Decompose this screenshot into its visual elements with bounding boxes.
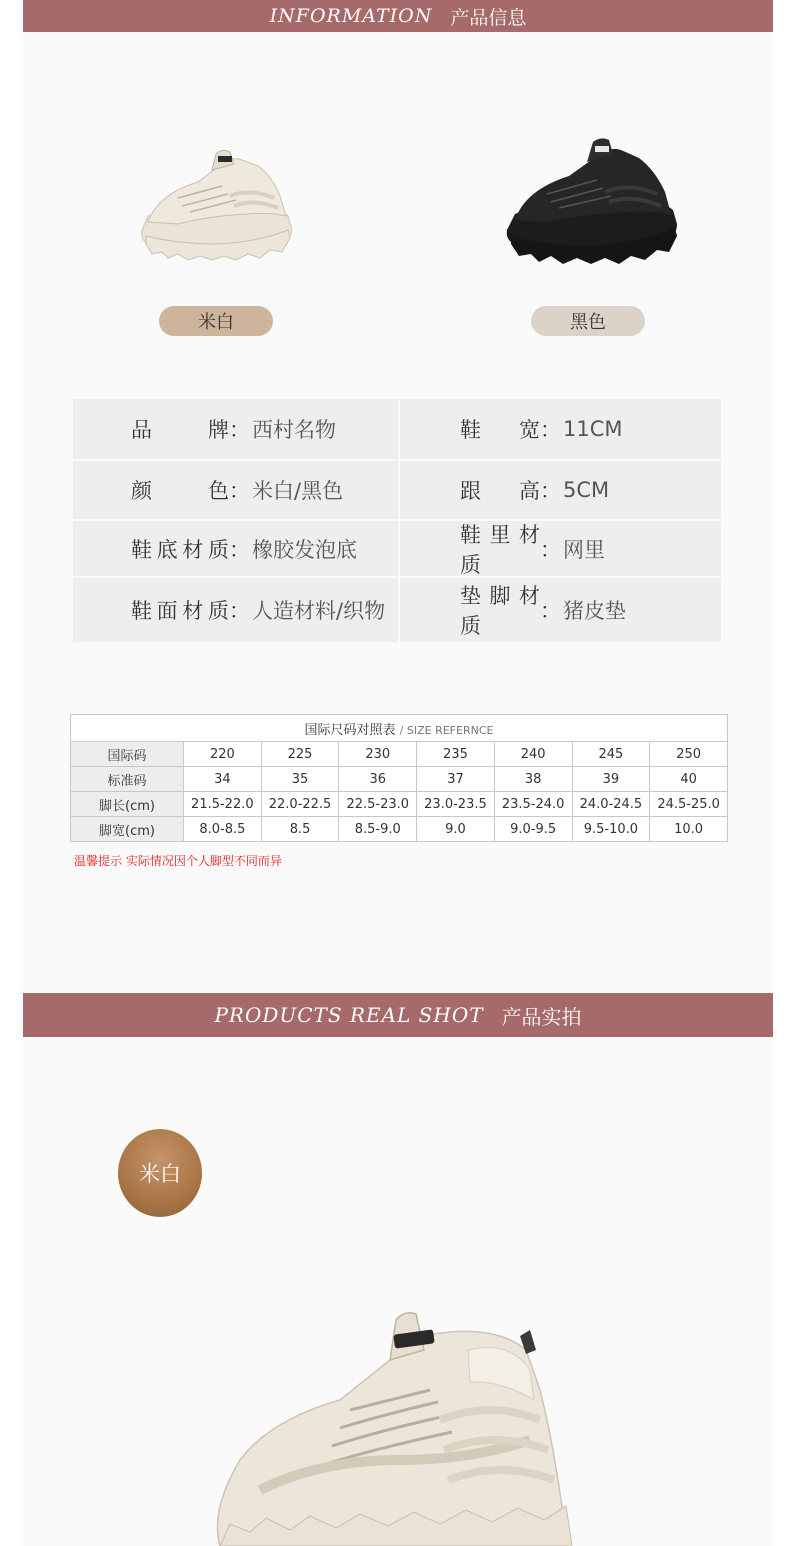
table-cell: 21.5-22.0	[184, 792, 262, 817]
spec-insole	[400, 578, 721, 642]
table-cell: 37	[417, 767, 495, 792]
size-table-caption-en: / SIZE REFERNCE	[399, 723, 494, 737]
size-note: 温馨提示 实际情况因个人脚型不同而异	[74, 854, 282, 868]
row-head-foot-length: 脚长(cm)	[71, 792, 184, 817]
table-cell: 9.0	[417, 817, 495, 842]
spec-upper-value: 人造材料/织物	[252, 599, 386, 623]
table-cell: 8.5-9.0	[339, 817, 417, 842]
information-banner-cn: 产品信息	[450, 6, 527, 29]
color-pill-black: 黑色	[531, 306, 645, 336]
real-shot-banner-cn: 产品实拍	[501, 1004, 582, 1029]
table-cell: 9.0-9.5	[494, 817, 572, 842]
table-cell: 9.5-10.0	[572, 817, 650, 842]
table-cell: 22.5-23.0	[339, 792, 417, 817]
spec-insole-key: 垫脚材质	[460, 584, 540, 638]
color-badge: 米白	[118, 1129, 202, 1217]
table-cell: 235	[417, 742, 495, 767]
information-banner-en: INFORMATION	[269, 5, 433, 27]
spec-insole-value: 猪皮垫	[563, 599, 626, 623]
size-table	[70, 714, 728, 842]
table-row	[71, 792, 728, 817]
spec-width-key: 鞋宽	[460, 418, 540, 442]
spec-brand-sep: ：	[229, 418, 250, 442]
table-cell: 34	[184, 767, 262, 792]
spec-brand-key: 品牌	[131, 418, 229, 442]
table-row	[71, 742, 728, 767]
table-cell: 245	[572, 742, 650, 767]
spec-grid	[73, 399, 719, 636]
spec-color-sep: ：	[229, 479, 250, 503]
spec-color	[73, 461, 398, 519]
table-cell: 10.0	[650, 817, 728, 842]
spec-lining	[400, 521, 721, 576]
row-head-standard: 标准码	[71, 767, 184, 792]
table-cell: 220	[184, 742, 262, 767]
spec-lining-key: 鞋里材质	[460, 522, 540, 577]
white-sneaker-image	[138, 146, 296, 262]
size-table-caption-row	[71, 715, 728, 742]
spec-heel	[400, 461, 721, 519]
spec-heel-value: 5CM	[563, 478, 610, 502]
spec-sole	[73, 521, 398, 576]
table-row	[71, 817, 728, 842]
table-cell: 23.0-23.5	[417, 792, 495, 817]
real-shot-banner	[23, 993, 773, 1037]
spec-sole-key: 鞋底材质	[131, 537, 229, 562]
color-pill-white: 米白	[159, 306, 273, 336]
spec-upper-sep: ：	[229, 599, 250, 623]
table-cell: 36	[339, 767, 417, 792]
spec-sole-sep: ：	[229, 537, 250, 562]
information-banner	[23, 0, 773, 32]
table-cell: 225	[261, 742, 339, 767]
table-cell: 8.5	[261, 817, 339, 842]
spec-lining-value: 网里	[563, 537, 605, 562]
row-head-foot-width: 脚宽(cm)	[71, 817, 184, 842]
spec-brand	[73, 399, 398, 459]
spec-color-key: 颜色	[131, 479, 229, 503]
row-head-intl: 国际码	[71, 742, 184, 767]
table-cell: 24.0-24.5	[572, 792, 650, 817]
table-cell: 8.0-8.5	[184, 817, 262, 842]
spec-brand-value: 西村名物	[252, 418, 336, 442]
table-cell: 38	[494, 767, 572, 792]
spec-sole-value: 橡胶发泡底	[252, 537, 357, 562]
spec-width	[400, 399, 721, 459]
size-table-caption-cn: 国际尺码对照表	[304, 722, 396, 738]
spec-lining-sep: ：	[540, 537, 561, 562]
table-cell: 250	[650, 742, 728, 767]
table-cell: 22.0-22.5	[261, 792, 339, 817]
spec-heel-sep: ：	[540, 479, 561, 503]
table-cell: 24.5-25.0	[650, 792, 728, 817]
spec-width-sep: ：	[540, 418, 561, 442]
spec-upper-key: 鞋面材质	[131, 599, 229, 623]
table-row	[71, 767, 728, 792]
spec-upper	[73, 578, 398, 642]
spec-insole-sep: ：	[540, 599, 561, 623]
size-table-caption	[71, 715, 728, 742]
table-cell: 230	[339, 742, 417, 767]
table-cell: 40	[650, 767, 728, 792]
real-shot-banner-en: PRODUCTS REAL SHOT	[214, 1003, 484, 1027]
spec-heel-key: 跟高	[460, 479, 540, 503]
spec-color-value: 米白/黑色	[252, 479, 344, 503]
table-cell: 23.5-24.0	[494, 792, 572, 817]
black-sneaker-image	[503, 136, 681, 266]
table-cell: 39	[572, 767, 650, 792]
table-cell: 240	[494, 742, 572, 767]
white-sneaker-closeup-image	[200, 1310, 580, 1546]
table-cell: 35	[261, 767, 339, 792]
spec-width-value: 11CM	[563, 417, 623, 441]
